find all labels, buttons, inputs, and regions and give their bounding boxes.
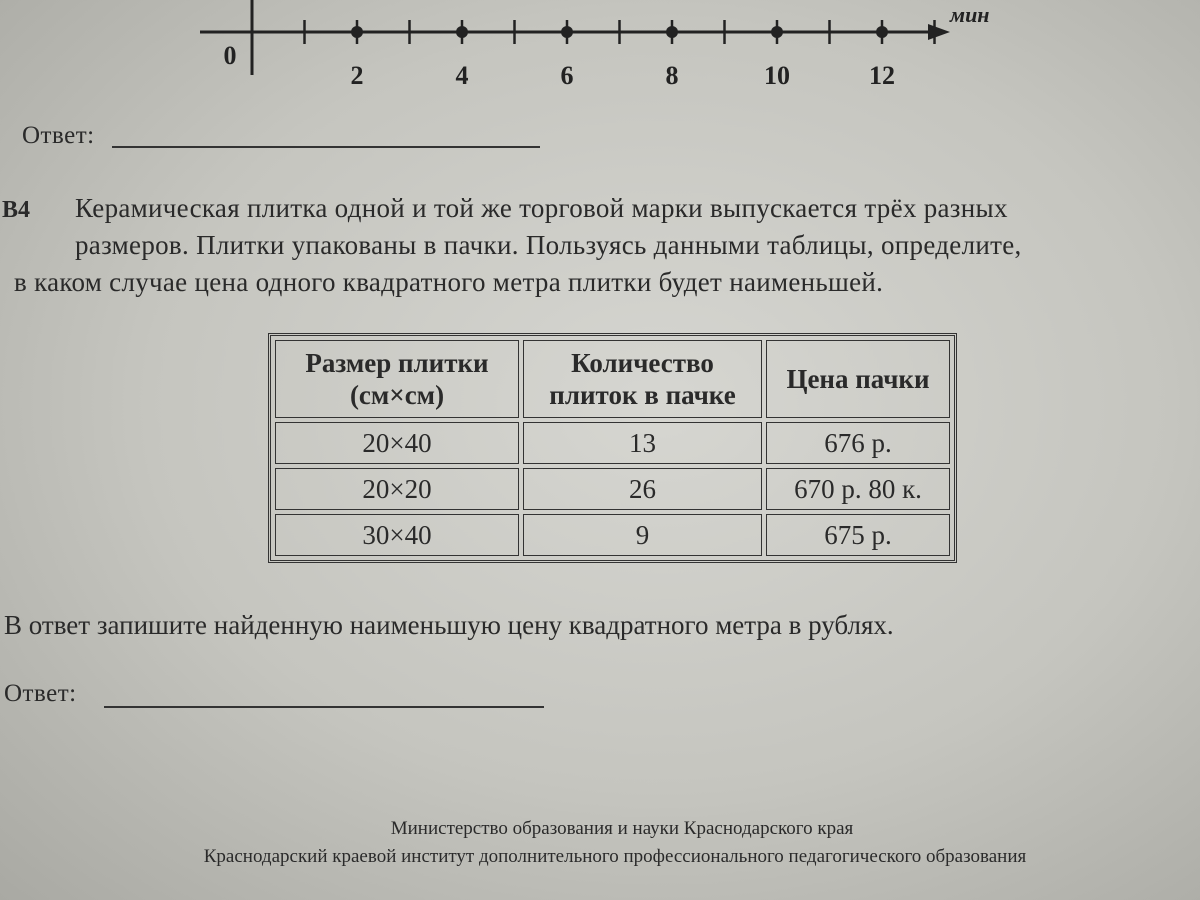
number-line-point <box>456 26 468 38</box>
cell-count: 9 <box>523 514 762 556</box>
header-tile-size: Размер плитки (см×см) <box>275 340 519 418</box>
cell-size: 30×40 <box>275 514 519 556</box>
instruction-text: В ответ запишите найденную наименьшую цену квадратного метра в рублях. <box>4 610 894 640</box>
number-line-tick-label: 10 <box>764 61 790 90</box>
header-tile-count: Количество плиток в пачке <box>523 340 762 418</box>
answer-label: Ответ: <box>22 122 95 149</box>
number-line <box>0 0 1200 110</box>
footer-ministry: Министерство образования и науки Краснодарского края <box>390 818 854 839</box>
number-line-tick-label: 0 <box>223 41 237 70</box>
number-line-point <box>351 26 363 38</box>
answer-input-line[interactable] <box>104 706 544 708</box>
number-line-major-ticks <box>224 26 896 90</box>
task-number: В4 <box>2 197 31 223</box>
answer-row-2 <box>4 680 77 708</box>
arrow-head-icon <box>928 24 950 40</box>
cell-count: 13 <box>523 422 762 464</box>
number-line-tick-label: 2 <box>350 61 364 90</box>
answer-label: Ответ: <box>4 680 77 707</box>
answer-input-line[interactable] <box>112 146 540 148</box>
number-line-tick-label: 12 <box>869 61 895 90</box>
header-pack-price: Цена пачки <box>766 340 950 418</box>
tile-price-table <box>268 333 957 563</box>
table-row <box>275 468 950 510</box>
cell-count: 26 <box>523 468 762 510</box>
table-row <box>275 422 950 464</box>
answer-row-1 <box>22 122 95 150</box>
task-text-line: Керамическая плитка одной и той же торговой марки выпускается трёх разных <box>75 193 1008 223</box>
number-line-tick-label: 4 <box>455 61 469 90</box>
number-line-axis <box>200 0 950 75</box>
task-text-line: в каком случае цена одного квадратного метра плитки будет наименьшей. <box>14 267 884 297</box>
cell-price: 676 р. <box>766 422 950 464</box>
number-line-point <box>876 26 888 38</box>
number-line-point <box>666 26 678 38</box>
cell-price: 675 р. <box>766 514 950 556</box>
table-header-row <box>275 340 950 418</box>
table-row <box>275 514 950 556</box>
task-text-line: размеров. Плитки упакованы в пачки. Пользуясь данными таблицы, определите, <box>75 230 1022 260</box>
number-line-point <box>561 26 573 38</box>
number-line-point <box>771 26 783 38</box>
cell-size: 20×20 <box>275 468 519 510</box>
footer-institute: Краснодарский краевой институт дополнительного профессионального педагогического образования <box>203 846 1027 867</box>
number-line-tick-label: 8 <box>665 61 679 90</box>
axis-unit-label: мин <box>950 2 990 27</box>
number-line-tick-label: 6 <box>560 61 574 90</box>
cell-size: 20×40 <box>275 422 519 464</box>
cell-price: 670 р. 80 к. <box>766 468 950 510</box>
